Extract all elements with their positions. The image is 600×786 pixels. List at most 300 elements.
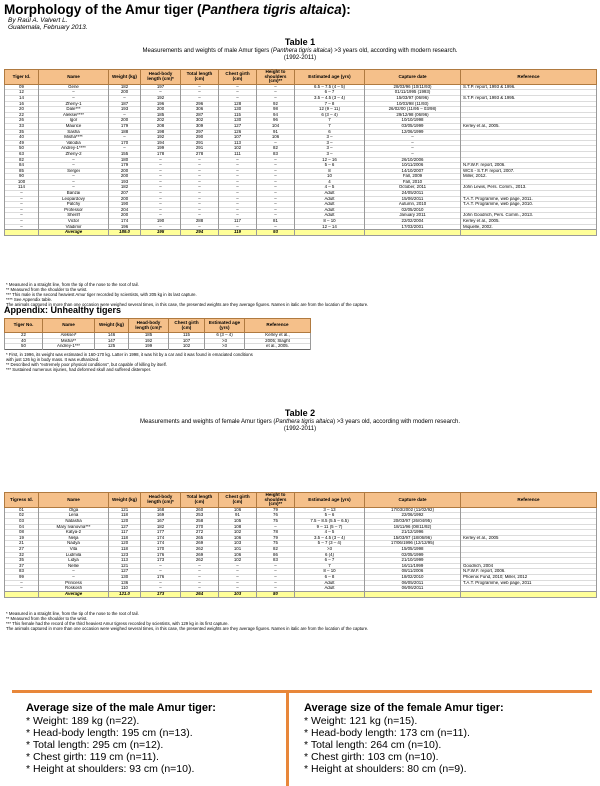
average-cell [365,591,461,597]
table-cell: 118 [109,513,141,519]
table-cell: 6 – 8 [295,574,365,580]
table-cell: Katya-2 [39,530,109,536]
table-cell: Gene [39,84,109,90]
table-cell: 21/10/1999 [365,558,461,564]
table-cell: 269 [181,552,219,558]
footnote: * Measured in a straight line, from the tip of the nose to the root of tail. [6,611,139,616]
table-cell: 262 [181,558,219,564]
table-cell: 182 [109,185,141,191]
table-cell: – [39,179,109,185]
table-cell: et al., 2005. [245,344,311,350]
table-cell: Adult [295,191,365,197]
table-cell: 83 [5,569,39,575]
table-cell: Goodrich, 2004 [461,563,597,569]
table-cell: – [181,185,219,191]
table-cell: 121 [109,563,141,569]
table-cell: 6 (3 – 4) [295,112,365,118]
table-cell: 106 [219,535,257,541]
footnote: **** See Appendix table. [6,297,53,302]
table-cell: Zheny-2 [39,151,109,157]
table-cell: 208 [141,123,181,129]
female-summary-line: * Chest girth: 103 cm (n=10). [304,751,439,763]
table-cell: 18/11/96 (08/11/92) [365,524,461,530]
table-cell: 110 [109,586,141,592]
table-cell: 3.5 – 4.5 (3 – 4) [295,95,365,101]
table-cell: 17/03/2001 [365,224,461,230]
table-cell: 182 [141,524,181,530]
table-cell: 111 [219,151,257,157]
table-cell: 90 [5,174,39,180]
table-cell: – [39,574,109,580]
table-cell: – [39,157,109,163]
table-cell: Sasha [39,129,109,135]
footnote: * First, in 1996, its weight was estimated in 160-170 kg. Latter in 1998, it was hit by a car and it was found in emaciated conditions [6,352,253,357]
table-cell: – [5,191,39,197]
table2 [4,492,597,598]
table-cell: Professor [39,207,109,213]
table-cell: – [219,90,257,96]
table-cell: 4 – 5 [295,530,365,536]
male-summary-line: * Total length: 295 cm (n=12). [26,739,164,751]
table-cell: Adult [295,196,365,202]
table-cell: 146 [95,333,129,339]
table-cell: – [141,224,181,230]
table-cell: 79 [257,507,295,513]
table-cell: 82 [5,157,39,163]
table-cell: Kerley et al., [245,333,311,339]
table-cell: 120 [109,518,141,524]
table-cell: Aleksei* [43,333,95,339]
table-cell: 98 [257,107,295,113]
table-cell: – [181,569,219,575]
table-cell: 75 [257,518,295,524]
table-cell: 26 [5,118,39,124]
table-cell: 291 [181,146,219,152]
table-cell: 10/11/2006 [365,163,461,169]
table-cell: 21/12/1996 [365,530,461,536]
table-cell: 7 – 8 [295,101,365,107]
table-cell: 126 [219,129,257,135]
table-cell: 76 [257,513,295,519]
average-cell: 189.0 [109,230,141,236]
table-cell: – [181,202,219,208]
table1-heading [0,37,600,62]
ta-header-cell: Name [43,319,95,333]
table-cell: 84 [5,163,39,169]
male-summary-line: * Height at shoulders: 93 cm (n=10). [26,763,195,775]
t2-header-cell: Weight (kg) [109,493,141,508]
table-cell: – [219,213,257,219]
table-cell: 22 [5,333,43,339]
table-cell: – [257,90,295,96]
table-cell: 02 [5,513,39,519]
table-cell: 258 [181,518,219,524]
average-cell [365,230,461,236]
table-cell: Maurice [39,123,109,129]
table-cell: – [141,202,181,208]
table-cell: – [5,580,39,586]
table-cell: 7 [295,118,365,124]
table-cell: 35 [5,558,39,564]
table-cell: 190 [109,202,141,208]
table-cell: 06/05/2011 [365,580,461,586]
table-cell: 5 – 7 (3 – 4) [295,541,365,547]
table-cell: – [257,224,295,230]
average-cell [295,230,365,236]
table-cell: – [181,168,219,174]
table-cell: Vladimir [39,224,109,230]
table-cell: – [219,185,257,191]
table-cell: 16 [5,101,39,107]
table-cell: 15/03/97 (06/96) [365,95,461,101]
table-cell: October, 2011 [365,185,461,191]
table-cell: 197 [141,84,181,90]
table-cell: 10 [295,174,365,180]
table-cell: 179 [109,123,141,129]
table-cell: S.T.P. report, 1993 & 1995. [461,95,597,101]
table-cell: 136 [109,580,141,586]
table-cell: 01/11/1995 (1993) [365,90,461,96]
table-cell: 86 [257,552,295,558]
footnote: with just 126 kg in body mass. It was euthanized. [6,357,100,362]
table-cell: 105 [219,518,257,524]
table-cell: 18/02/2010 [365,574,461,580]
table-cell: 15/03/97 (18/06/96) [365,535,461,541]
table-cell: 170 [109,140,141,146]
average-cell: 103 [219,591,257,597]
table-cell: 99 [5,574,39,580]
table-cell: – [141,207,181,213]
table-cell: 187 [109,101,141,107]
table-cell: 10/10/1998 [365,118,461,124]
table-cell: 202 [141,118,181,124]
table-cell: – [181,213,219,219]
average-cell: Average [39,230,109,236]
table-cell: Igor [39,118,109,124]
table-cell: 81 [257,219,295,225]
table-cell: 14/10/2007 [365,168,461,174]
table-cell: – [109,112,141,118]
table-cell: – [219,563,257,569]
table-cell: – [257,202,295,208]
summary-divider-horizontal [12,690,592,693]
table-cell: – [181,163,219,169]
average-cell [5,591,39,597]
table-cell: 176 [141,552,181,558]
table-row [5,344,311,350]
table-cell: John Lewis, Pers. Comm., 2013. [461,185,597,191]
t1-header-cell: Capture date [365,70,461,85]
table-cell: 125 [95,344,129,350]
table-cell: Aleksei**** [39,112,109,118]
table-cell: Lena [39,513,109,519]
table-cell: 20 [5,107,39,113]
table-cell: – [5,202,39,208]
average-cell: 173 [141,591,181,597]
table-cell: 9 – 11 (5 – 7) [295,524,365,530]
table-cell: – [257,84,295,90]
table-cell: – [181,174,219,180]
table-cell: – [141,213,181,219]
table-cell: – [39,185,109,191]
table-cell: 28/03/96 (10/11/93) [365,84,461,90]
table-cell: 260 [181,507,219,513]
table-cell: – [257,563,295,569]
female-summary-line: * Head-body length: 173 cm (n=11). [304,727,470,739]
table-cell: 123 [109,552,141,558]
table-cell: – [141,157,181,163]
table-cell: 200 [109,90,141,96]
table-cell: – [141,191,181,197]
table-cell: Adult [295,580,365,586]
table-cell: – [181,563,219,569]
table-cell: – [181,90,219,96]
table-cell: 200 [109,168,141,174]
table-cell: 75 [257,541,295,547]
table-cell: – [365,140,461,146]
footnote: *** This female had the record of the third heaviest Amur tigress recorded by scientists, with 129 kg in its first capture. [6,621,229,626]
table-cell: Kerley et al., 2005. [461,219,597,225]
table-cell: 12 (9 – 11) [295,107,365,113]
table-cell: 302 [181,118,219,124]
table-cell: – [39,163,109,169]
ta-header-cell: Tiger No. [5,319,43,333]
table-cell: – [257,586,295,592]
table-cell: Adult [295,213,365,219]
table2-caption: Measurements and weights of female Amur tigers (Panthera tigris altaica) >3 years old, according with modern research. [139,419,460,425]
table-cell: 127 [219,123,257,129]
table-cell: 12 – 16 [295,157,365,163]
female-summary-line: * Total length: 264 cm (n=10). [304,739,442,751]
table-cell: – [257,174,295,180]
table-cell: Nellie [39,563,109,569]
table-cell: 200 [109,118,141,124]
appendix-title: Appendix: Unhealthy tigers [4,305,122,315]
table-cell: 130 [109,574,141,580]
table-cell: 200 [141,107,181,113]
table-cell: 21 [5,541,39,547]
table-cell: John Goodrich, Pers. Comm., 2013. [461,213,597,219]
table-cell: – [219,168,257,174]
table-cell: 130 [219,107,257,113]
table-cell: – [365,146,461,152]
table-cell: – [257,157,295,163]
table-cell: Adult [295,586,365,592]
table-cell: – [5,224,39,230]
table-cell: – [219,95,257,101]
t2-header-cell: Total length (cm) [181,493,219,508]
t2-header-cell: Capture date [365,493,461,508]
table-cell: 24/05/2011 [365,191,461,197]
table-cell: – [257,524,295,530]
table-cell: Fall, 2010 [365,179,461,185]
table-cell: – [5,213,39,219]
table-cell: 15/06/2011 [365,196,461,202]
table-cell: 02/05/2010 [365,207,461,213]
table-cell: 06/06/2011 [365,586,461,592]
table-cell: 22/06/1992 [365,513,461,519]
table-cell: 174 [109,219,141,225]
table-cell: 199 [141,146,181,152]
table-cell: 4 – 5 [295,185,365,191]
table-cell: – [181,574,219,580]
table-cell: Kerley et al., 2005 [461,535,597,541]
table-cell: – [141,185,181,191]
table-cell: 288 [181,219,219,225]
table-cell: >3 [295,546,365,552]
table-cell: 118 [109,546,141,552]
t1-header-cell: Tiger Id. [5,70,39,85]
t1-header-cell: Head-body length (cm)* [141,70,181,85]
average-cell: 93 [257,230,295,236]
table-cell: 91 [219,513,257,519]
table-cell: 155 [109,151,141,157]
table-cell: 6 [295,129,365,135]
table-cell: – [365,135,461,141]
table-cell: – [257,168,295,174]
table-cell: – [257,580,295,586]
table-cell: 8 – 10 [295,219,365,225]
table-cell: 40 [5,338,43,344]
table-cell: – [181,191,219,197]
table-cell: 63 [5,151,39,157]
table-cell: 179 [109,163,141,169]
table-cell: Natasha [39,518,109,524]
table-cell: 194 [141,140,181,146]
appendix-notes [6,352,526,372]
table-cell: – [219,174,257,180]
table-cell: – [257,569,295,575]
table-cell: 19 [5,535,39,541]
table-cell: – [141,196,181,202]
table1 [4,69,597,236]
table-cell: – [219,202,257,208]
table-cell: Vita [39,546,109,552]
table-cell: 85 [5,168,39,174]
table-cell: 3 – 13 [295,507,365,513]
table-cell: 8 [295,168,365,174]
table-cell: 27 [5,546,39,552]
table-cell: 117 [109,530,141,536]
table-cell: Misha**** [39,135,109,141]
table-cell: 173 [141,558,181,564]
table-cell: Autumn, 2010 [365,202,461,208]
t1-header-cell: Total length (cm) [181,70,219,85]
table-cell: 3.5 – 4.5 (3 – 4) [295,535,365,541]
table-cell: 2005; Slaght [245,338,311,344]
table-cell: 182 [109,84,141,90]
table-cell: 196 [109,224,141,230]
table-cell: 91 [257,129,295,135]
table-cell: T.A.T. Programme, web page, 2011. [461,196,597,202]
male-summary-line: * Weight: 189 kg (n=22). [26,715,140,727]
average-cell: 119 [219,230,257,236]
table-cell: 102 [219,558,257,564]
t1-header-cell: Height to shoulders (cm)** [257,70,295,85]
summary-divider-vertical [286,690,289,786]
table-cell: – [109,146,141,152]
average-cell: 195 [141,230,181,236]
table-cell: 113 [219,140,257,146]
table-cell: 177 [141,530,181,536]
table-cell: 290 [181,135,219,141]
average-row [5,591,597,597]
table-cell: Adult [295,202,365,208]
table-cell: Sheriff [39,213,109,219]
table-cell: 12 – 14 [295,224,365,230]
table-cell: Lidya [39,558,109,564]
table-cell: 33 [5,123,39,129]
table-cell: T.A.T. Programme, web page, 2010. [461,202,597,208]
table-cell: 185 [129,333,169,339]
table-cell: 5 – 6 [295,163,365,169]
table-cell: 115 [169,333,205,339]
table-cell: – [219,224,257,230]
table-cell: 106 [219,552,257,558]
table-cell: 49 [5,140,39,146]
table-cell: – [219,196,257,202]
table-cell: 107 [169,338,205,344]
table-cell: – [181,586,219,592]
t2-header-cell: Tigress Id. [5,493,39,508]
table-cell: 94 [257,112,295,118]
t1-header-cell: Estimated age (yrs) [295,70,365,85]
footnote: ** Measured from the shoulder to the wrist. [6,616,88,621]
table-cell: 6 – 7 [295,90,365,96]
table-cell: 37 [5,563,39,569]
table-cell: 22/02/2004 [365,219,461,225]
table-cell: 200 [109,196,141,202]
page-title: Morphology of the Amur tiger (Panthera tigris altaica): [4,2,351,17]
table-cell: 6 (3 – 4) [205,333,245,339]
table-cell: – [109,95,141,101]
table-cell: 199 [129,344,169,350]
table-cell: 193 [109,107,141,113]
ta-header-cell: Head-body length (cm)* [129,319,169,333]
table-cell: 176 [141,574,181,580]
table-cell: – [257,163,295,169]
ta-header-cell: Weight (kg) [95,319,129,333]
table-cell: – [141,586,181,592]
female-summary [304,702,504,775]
ta-header-cell: Estimated age (yrs) [205,319,245,333]
table-cell: 196 [141,101,181,107]
table-cell: 32 [5,552,39,558]
table-cell: – [219,586,257,592]
table-cell: Sergei [39,168,109,174]
table-cell: Phoenix Fund, 2010; Miller, 2012 [461,574,597,580]
average-cell [461,230,597,236]
table-cell: – [141,163,181,169]
table-cell: – [39,569,109,575]
table-cell: Victor [39,219,109,225]
table-cell: Olga [39,507,109,513]
table-cell: – [365,151,461,157]
table-cell: 6 (4) [295,552,365,558]
table-cell: Valodia [39,140,109,146]
table-cell: – [141,563,181,569]
table-cell: – [181,207,219,213]
table-cell: 198 [141,129,181,135]
table-cell: – [257,185,295,191]
table-cell: 121 [109,507,141,513]
table-cell: 50 [5,344,43,350]
table-cell: 170 [141,546,181,552]
t1-header-cell: Weight (kg) [109,70,141,85]
average-cell: 80 [257,591,295,597]
table-cell: 8 – 10 [295,569,365,575]
table-cell: Leopardovy [39,196,109,202]
